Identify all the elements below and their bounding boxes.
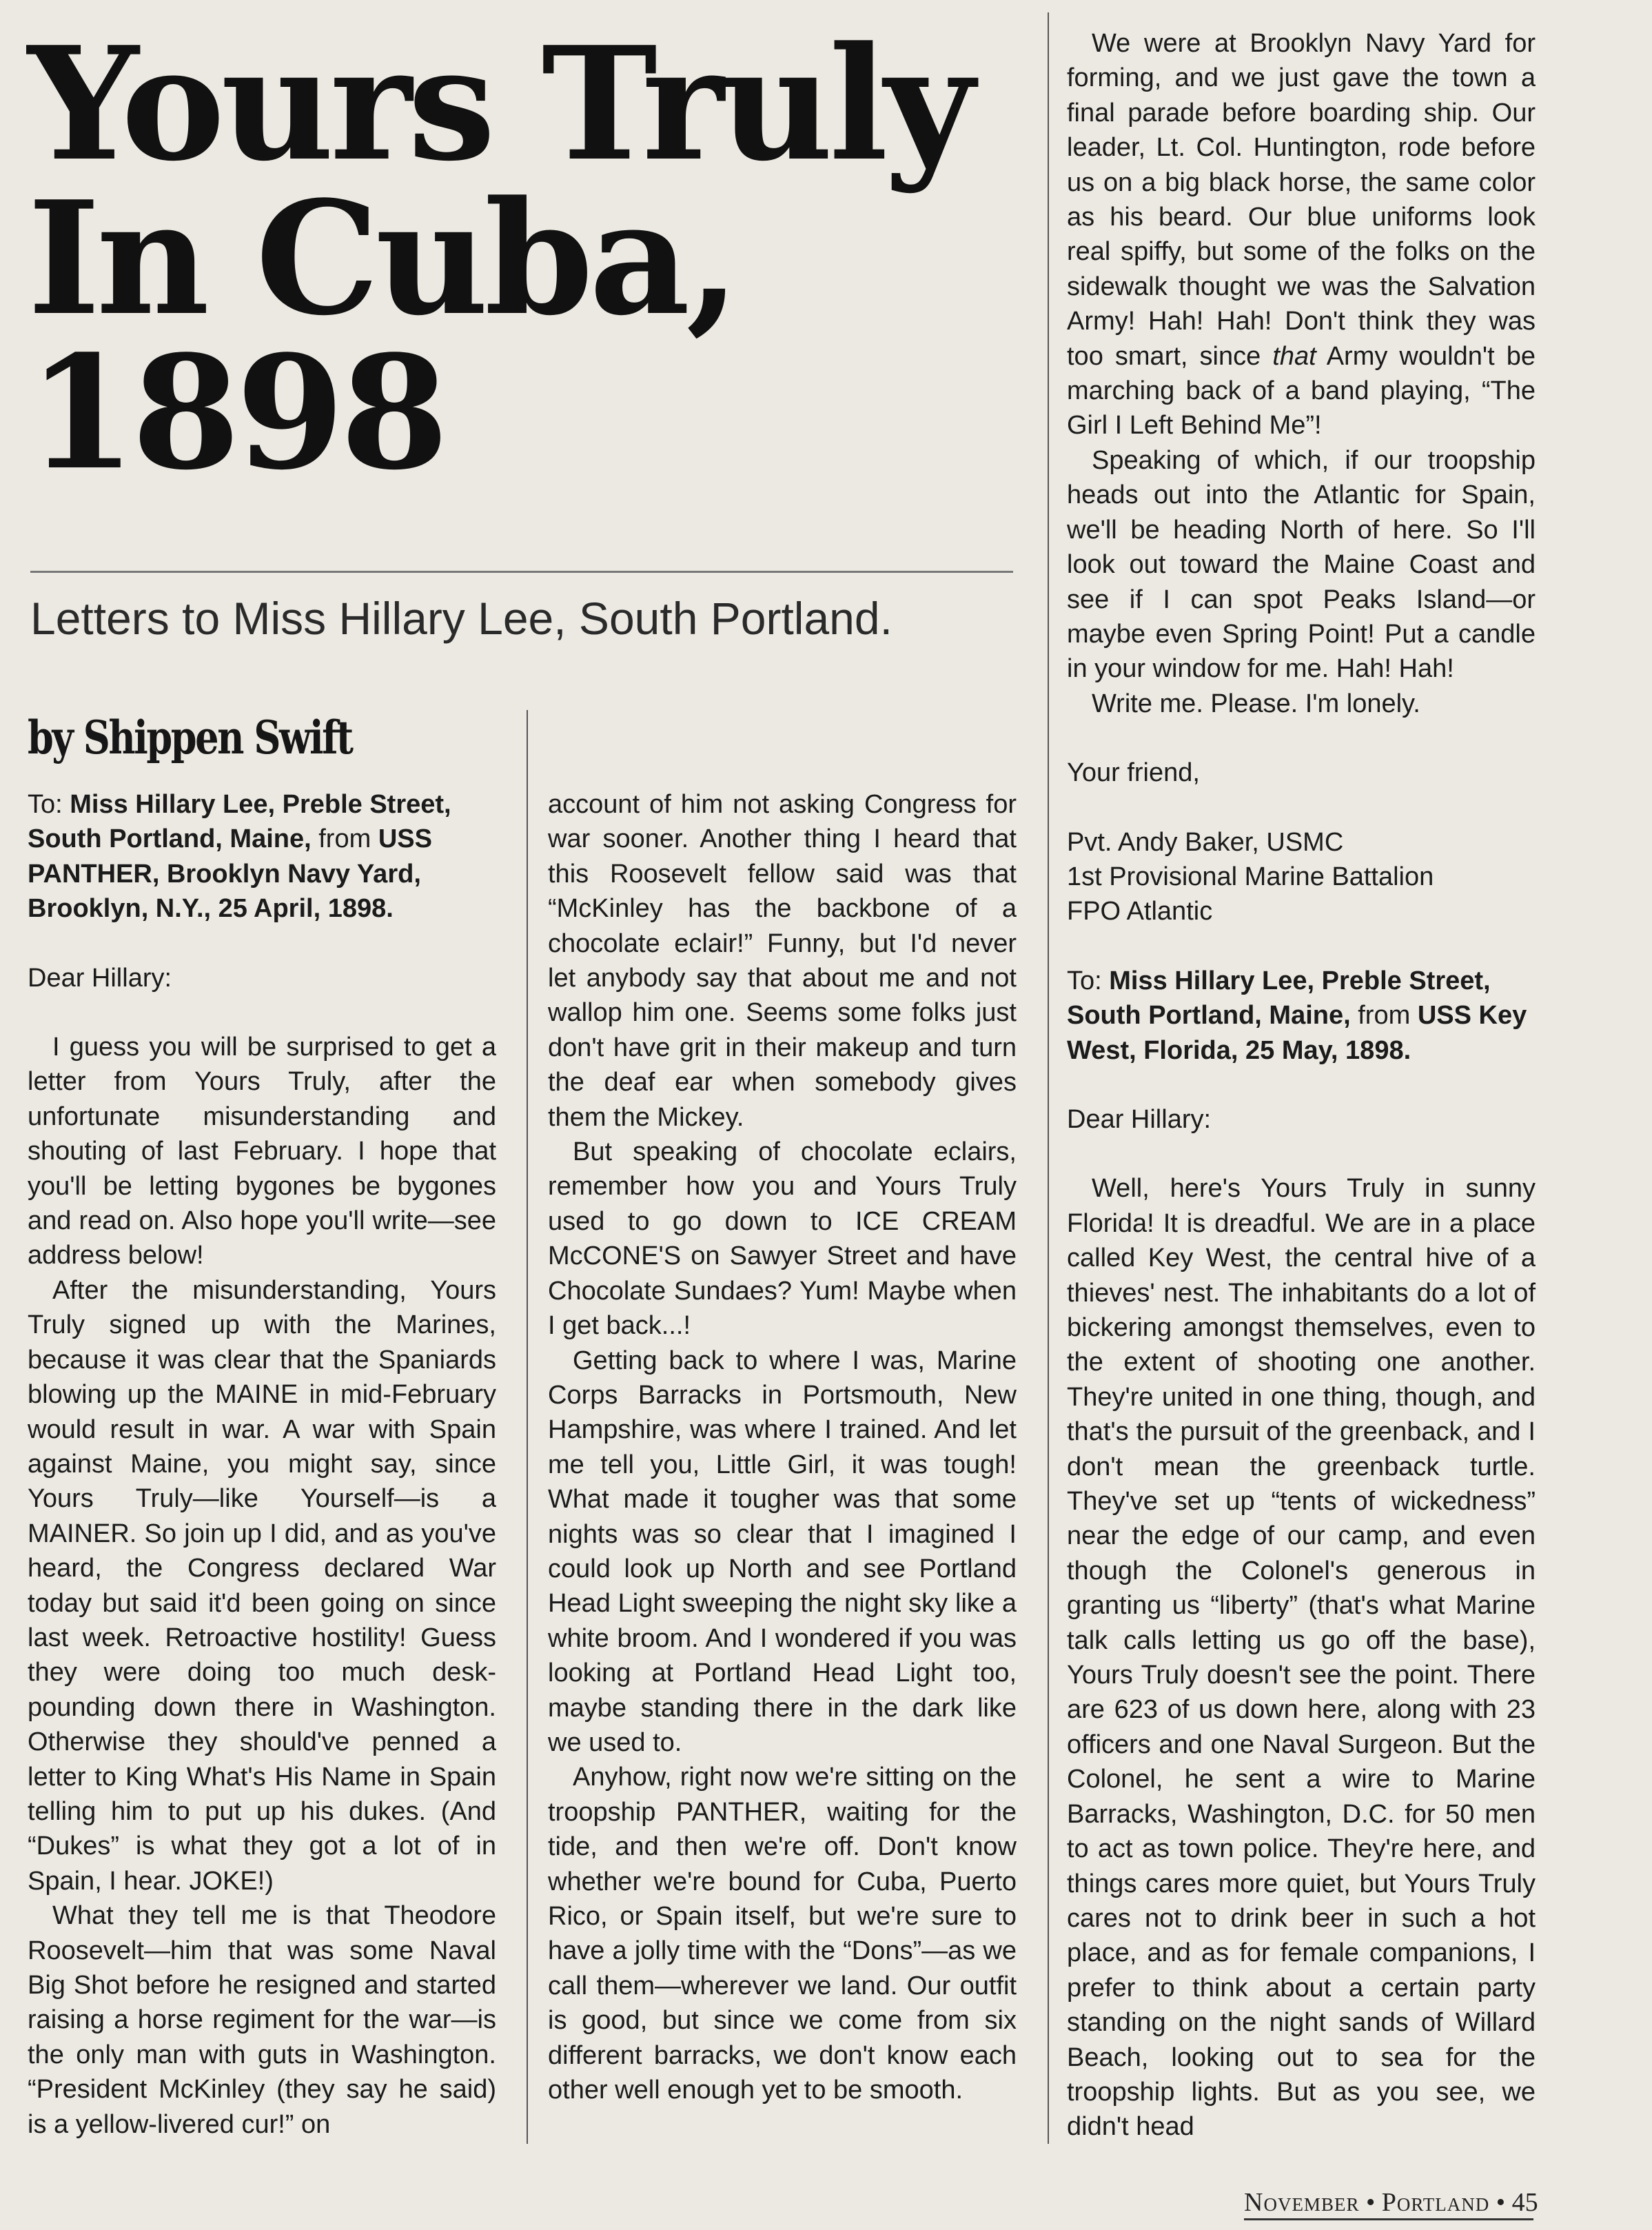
- letter1-signature: 1st Provisional Marine Battalion: [1067, 862, 1434, 891]
- letter1-paragraph: After the misunderstanding, Yours Truly signed up with the Marines, because it was clear that the Spaniards blowing up the MAINE in mid-February would result in war. A war with Spain against Maine, you might say, since Yours Truly—like Yourself—is a MAINER. So join up I did, and as you've heard, the Congress declared War today but said it'd been going on since last week. Retroactive hostility! Guess they were doing too much desk-pounding down there in Washington. Otherwise they should've penned a letter to King What's His Name in Spain telling him to put up his dukes. (And “Dukes” is what they got a lot of in Spain, I hear. JOKE!): [28, 1275, 496, 1896]
- page-number: 45: [1511, 2188, 1538, 2217]
- article-subtitle: Letters to Miss Hillary Lee, South Portland.: [30, 593, 893, 644]
- text-column-3: [1067, 26, 1536, 2145]
- letter1-paragraph: Getting back to where I was, Marine Corps Barracks in Portsmouth, New Hampshire, was where I trained. And let me tell you, Little Girl, it was tough! What made it tougher was that some nights was so clear that I imagined I could look up North and see Portland Head Light sweeping the night sky like a white broom. And I wondered if you was looking at Portland Head Light too, maybe standing there in the dark like we used to.: [548, 1346, 1017, 1757]
- footer-underline: [1244, 2218, 1533, 2220]
- letter1-closing: Your friend,: [1067, 758, 1200, 788]
- text-column-1: [28, 787, 496, 2142]
- letter2-paragraph: Well, here's Yours Truly in sunny Florida! It is dreadful. We are in a place called Key West, the central hive of a thieves' nest. The inhabitants do a lot of bickering amongst themselves, even to the extent of shooting one another. They're united in one thing, though, and that's the pursuit of the greenback, and I don't mean the greenback turtle. They've set up “tents of wickedness” near the edge of our camp, and even though the Colonel's generous in granting us “liberty” (that's what Marine talk calls letting us go off the base), Yours Truly doesn't see the point. There are 623 of us down here, along with 23 officers and one Naval Surgeon. But the Colonel, he sent a wire to Marine Barracks, Washington, D.C. for 50 men to act as town police. They're here, and things cares more quiet, but Yours Truly cares not to drink beer in such a hot place, and as for female companions, I prefer to think about a certain party standing on the night sands of Willard Beach, looking out to sea for the troopship lights. But as you see, we didn't head: [1067, 1174, 1536, 2142]
- column-divider-1: [527, 710, 528, 2144]
- letter1-paragraph: Anyhow, right now we're sitting on the troopship PANTHER, waiting for the tide, and then we're off. Don't know whether we're bound for Cuba, Puerto Rico, or Spain itself, but we're sure to have a jolly time with the “Dons”—as we call them—wherever we land. Our outfit is good, but since we come from six different barracks, we don't know each other well enough yet to be smooth.: [548, 1763, 1017, 2105]
- headline-line-3: 1898: [28, 322, 445, 505]
- letter1-salutation: Dear Hillary:: [28, 963, 172, 993]
- letter1-signature: Pvt. Andy Baker, USMC: [1067, 827, 1344, 857]
- text-column-2: [548, 787, 1017, 2107]
- headline-line-2: In Cuba,: [28, 168, 737, 350]
- letter2-address: To: Miss Hillary Lee, Preble Street, South Portland, Maine, from USS Key West, Florida, 25 May, 1898.: [1067, 966, 1527, 1065]
- column-divider-2: [1048, 12, 1049, 2144]
- letter1-paragraph: I guess you will be surprised to get a letter from Yours Truly, after the unfortunate misunderstanding and shouting of last February. I hope that you'll be letting bygones be bygones and read on. Also hope you'll write—see address below!: [28, 1033, 496, 1270]
- footer-month: November: [1244, 2188, 1360, 2217]
- article-headline: [28, 13, 1027, 505]
- letter1-signature: FPO Atlantic: [1067, 897, 1213, 926]
- author-byline: by Shippen Swift: [28, 711, 352, 764]
- letter1-paragraph: Speaking of which, if our troopship heads out into the Atlantic for Spain, we'll be heading North of here. So I'll look out toward the Maine Coast and see if I can spot Peaks Island—or maybe even Spring Point! Put a candle in your window for me. Hah! Hah!: [1067, 445, 1536, 684]
- letter1-paragraph: Write me. Please. I'm lonely.: [1092, 689, 1420, 718]
- letter2-salutation: Dear Hillary:: [1067, 1104, 1212, 1134]
- headline-line-1: Yours Truly: [28, 13, 971, 196]
- letter1-address: To: Miss Hillary Lee, Preble Street, South Portland, Maine, from USS PANTHER, Brooklyn Navy Yard, Brooklyn, N.Y., 25 April, 1898.: [28, 790, 451, 924]
- footer-magazine: Portland: [1381, 2188, 1490, 2217]
- headline-divider: [30, 571, 1013, 573]
- letter1-paragraph: What they tell me is that Theodore Roosevelt—him that was some Naval Big Shot before he resigned and started raising a horse regiment for the war—is the only man with guts in Washington. “President McKinley (they say he said) is a yellow-livered cur!” on: [28, 1901, 496, 2139]
- page-footer: November • Portland • 45: [1244, 2188, 1538, 2217]
- letter1-paragraph: But speaking of chocolate eclairs, remember how you and Yours Truly used to go down to ICE CREAM McCONE'S on Sawyer Street and have Chocolate Sundaes? Yum! Maybe when I get back...!: [548, 1137, 1017, 1341]
- letter1-paragraph: account of him not asking Congress for war sooner. Another thing I heard that this Roosevelt fellow said was that “McKinley has the backbone of a chocolate eclair!” Funny, but I'd never let anybody say that about me and not wallop him one. Seems some folks just don't have grit in their makeup and turn the deaf ear when somebody gives them the Mickey.: [548, 790, 1017, 1132]
- letter1-paragraph: We were at Brooklyn Navy Yard for forming, and we just gave the town a final parade before boarding ship. Our leader, Lt. Col. Huntington, rode before us on a big black horse, the same color as his beard. Our blue uniforms look real spiffy, but some of the folks on the sidewalk thought we was the Salvation Army! Hah! Hah! Don't think they was too smart, since that Army wouldn't be marching back of a band playing, “The Girl I Left Behind Me”!: [1067, 29, 1536, 440]
